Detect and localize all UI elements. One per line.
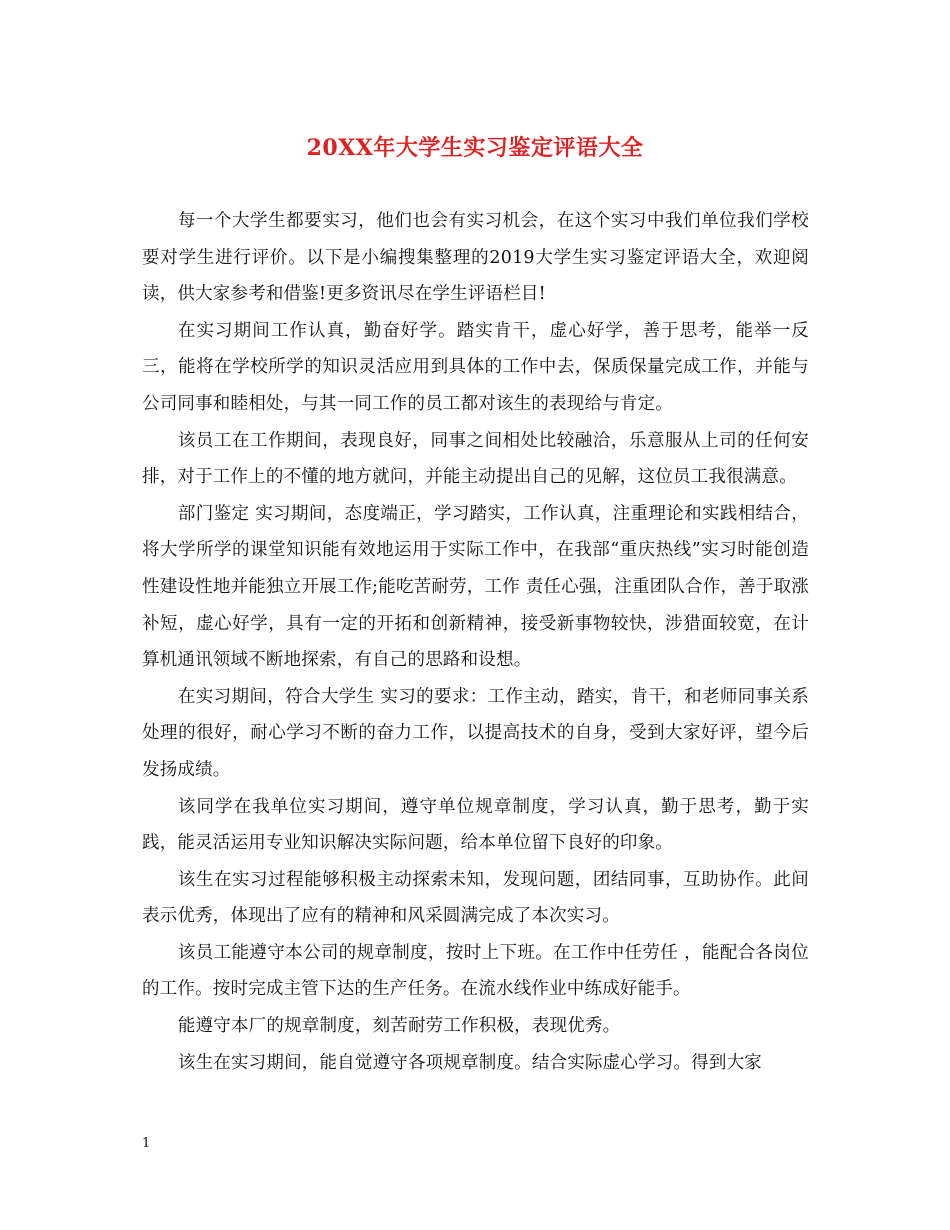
paragraph-comment-8: 能遵守本厂的规章制度，刻苦耐劳工作积极，表现优秀。 xyxy=(177,1016,621,1037)
document-title: 20XX年大学生实习鉴定评语大全 xyxy=(306,135,644,161)
paragraph-intro: 每一个大学生都要实习，他们也会有实习机会，在这个实习中我们单位我们学校要对学生进行评价。以下是小编搜集整理的2019大学生实习鉴定评语大全，欢迎阅读，供大家参考和借鉴!更多资讯尽在学生评语栏目! xyxy=(142,211,809,305)
paragraph-comment-4: 在实习期间，符合大学生 实习的要求：工作主动，踏实，肯干，和老师同事关系处理的很好，耐心学习不断的奋力工作，以提高技术的自身，受到大家好评，望今后发扬成绩。 xyxy=(142,686,809,780)
paragraph-comment-2: 该员工在工作期间，表现良好，同事之间相处比较融洽，乐意服从上司的任何安排，对于工作上的不懂的地方就问，并能主动提出自己的见解，这位员工我很满意。 xyxy=(142,430,809,488)
paragraph-comment-5: 该同学在我单位实习期间，遵守单位规章制度，学习认真，勤于思考，勤于实践，能灵活运用专业知识解决实际问题，给本单位留下良好的印象。 xyxy=(142,796,809,854)
paragraph-comment-9: 该生在实习期间，能自觉遵守各项规章制度。结合实际虚心学习。得到大家 xyxy=(177,1052,762,1073)
paragraph-comment-3: 部门鉴定 实习期间，态度端正，学习踏实，工作认真，注重理论和实践相结合，将大学所学的课堂知识能有效地运用于实际工作中，在我部“重庆热线”实习时能创造性建设性地并能独立开展工作;能吃苦耐劳，工作 责任心强，注重团队合作，善于取涨补短，虚心好学，具有一定的开拓和创新精神，接受新事物较快，涉猎面较宽，在计算机通讯领域不断地探索，有自己的思路和设想。 xyxy=(142,503,809,671)
page-number: 1 xyxy=(142,1136,151,1151)
paragraph-comment-6: 该生在实习过程能够积极主动探索未知，发现问题，团结同事，互助协作。此间表示优秀，体现出了应有的精神和风采圆满完成了本次实习。 xyxy=(142,869,809,927)
paragraph-comment-1: 在实习期间工作认真，勤奋好学。踏实肯干，虚心好学，善于思考，能举一反三，能将在学校所学的知识灵活应用到具体的工作中去，保质保量完成工作，并能与公司同事和睦相处，与其一同工作的员工都对该生的表现给与肯定。 xyxy=(142,320,809,414)
paragraph-comment-7: 该员工能遵守本公司的规章制度，按时上下班。在工作中任劳任 ，能配合各岗位的工作。按时完成主管下达的生产任务。在流水线作业中练成好能手。 xyxy=(142,942,809,1000)
document-body xyxy=(142,203,809,1081)
